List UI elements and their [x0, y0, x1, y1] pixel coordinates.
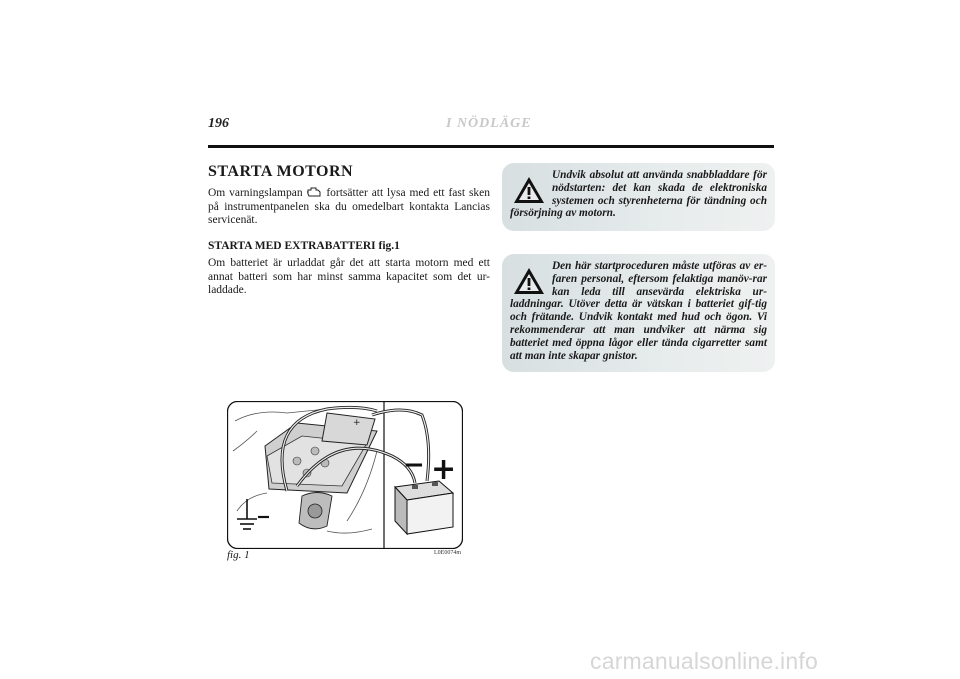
jump-start-illustration [227, 401, 463, 549]
warning-text: Den här startproceduren måste utföras av er-faren personal, eftersom felaktiga manöv-rar kan leda till ansevärda elektriska ur-laddningar. Utöver detta är vätskan i batteriet gif-tig och frätande. Undvik kontakt med hud och ögon. Vi rekommenderar att man undviker att närma sig batteriet med öppna lågor eller tända cigarretter samt att man inte skapar gnistor. [510, 260, 767, 362]
figure-caption: fig. 1 [227, 549, 250, 561]
page-heading: STARTA MOTORN [208, 163, 354, 180]
svg-text:+: + [353, 418, 361, 428]
engine-warning-lamp-icon [306, 186, 322, 198]
intro-paragraph [208, 186, 490, 228]
header-rule [208, 145, 774, 148]
booster-battery [395, 481, 453, 534]
figure-code: L0E0074m [434, 550, 461, 556]
warning-triangle-icon [512, 266, 546, 296]
warning-box-procedure [502, 254, 775, 372]
warning-box-charger [502, 163, 775, 231]
warning-text: Undvik absolut att använda snabbladdare för nödstarten: det kan skada de elektroniska systemen och styrenheterna för tändning och försörjning av motorn. [510, 169, 767, 220]
page-number: 196 [208, 116, 229, 131]
battery-paragraph: Om batteriet är urladdat går det att starta motorn med ett annat batteri som har minst samma kapacitet som det ur-laddade. [208, 257, 490, 296]
intro-text-end: fortsätter att lysa med ett fast sken på instrumentpanelen ska du omedelbart kontakta Lancias servicenät. [208, 187, 491, 226]
minus-label: − [403, 450, 425, 480]
warning-triangle-icon [512, 175, 546, 205]
section-title: I NÖDLÄGE [446, 116, 532, 131]
subheading: STARTA MED EXTRABATTERI fig.1 [208, 240, 400, 252]
intro-text-start: Om varningslampan [208, 187, 303, 199]
plus-label: + [431, 452, 457, 487]
watermark: carmanualsonline.info [590, 648, 818, 674]
